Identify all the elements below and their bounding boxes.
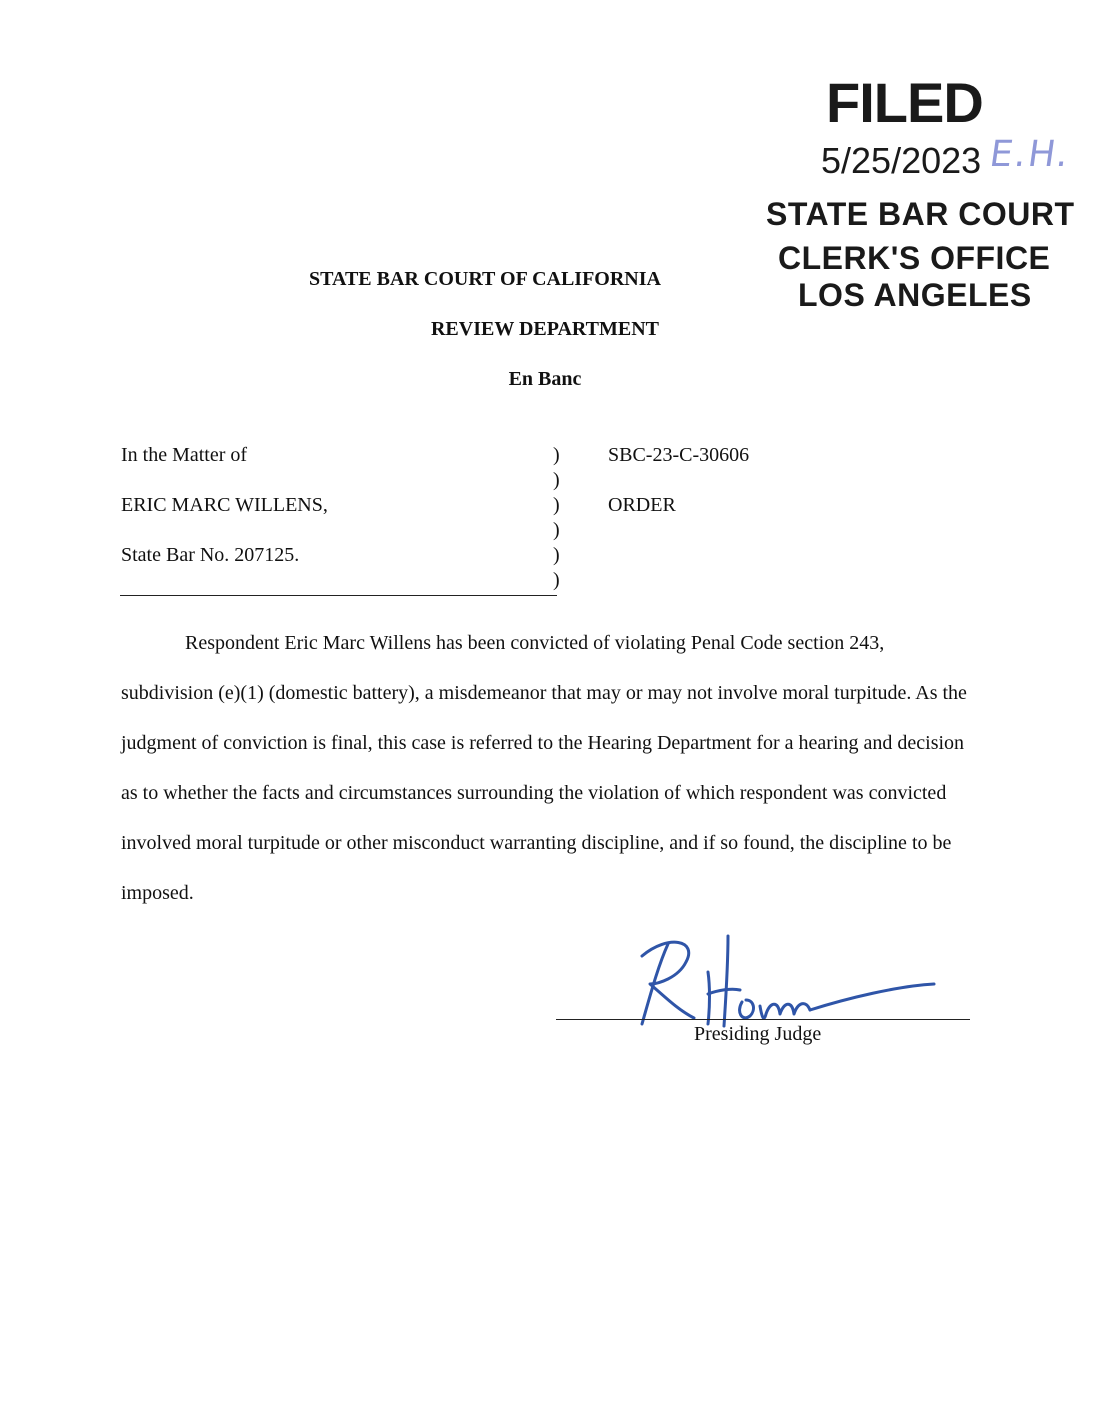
caption-paren: ) xyxy=(553,469,560,491)
signature-title: Presiding Judge xyxy=(694,1023,822,1045)
filed-stamp-court: STATE BAR COURT xyxy=(766,196,1075,232)
caption-bar-number: State Bar No. 207125. xyxy=(121,544,300,566)
filed-stamp-date: 5/25/2023 xyxy=(821,140,982,181)
document-type: ORDER xyxy=(608,494,676,516)
department-heading: REVIEW DEPARTMENT xyxy=(430,318,660,340)
filed-stamp-title: FILED xyxy=(826,71,983,134)
filed-stamp-location: LOS ANGELES xyxy=(798,277,1032,313)
case-number: SBC-23-C-30606 xyxy=(608,444,750,466)
filed-stamp-office: CLERK'S OFFICE xyxy=(778,240,1051,276)
caption-paren: ) xyxy=(553,569,560,591)
caption-paren: ) xyxy=(553,519,560,541)
panel-heading: En Banc xyxy=(508,368,582,390)
caption-paren: ) xyxy=(553,544,560,566)
caption-paren: ) xyxy=(553,494,560,516)
clerk-initials: E.H. xyxy=(987,134,1073,175)
signature-line xyxy=(556,1019,970,1020)
order-body: Respondent Eric Marc Willens has been convicted of violating Penal Code section 243, subdivision (e)(1) (domestic battery), a misdemeanor that may or may not involve moral turpitude. As the judgment of conviction is final, this case is referred to the Hearing Department for a hearing and decision as to whether the facts and circumstances surrounding the violation of which respondent was convicted involved moral turpitude or other misconduct warranting discipline, and if so found, the discipline to be imposed. xyxy=(121,632,967,904)
court-heading: STATE BAR COURT OF CALIFORNIA xyxy=(309,268,661,290)
caption-divider xyxy=(120,595,557,596)
caption-matter: In the Matter of xyxy=(121,444,248,466)
caption-respondent: ERIC MARC WILLENS, xyxy=(121,494,328,516)
caption-paren: ) xyxy=(553,444,560,466)
